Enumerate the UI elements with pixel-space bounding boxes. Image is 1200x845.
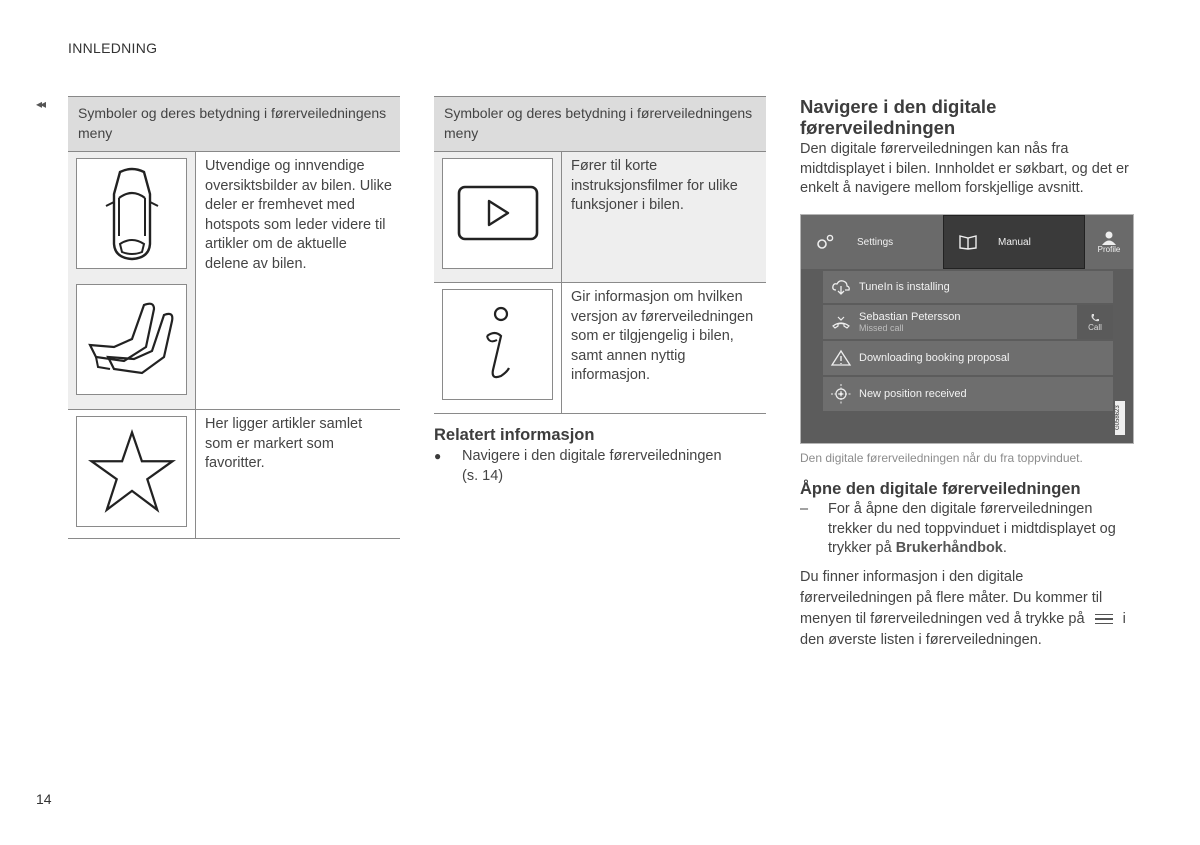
image-code: G058623 [1115, 401, 1125, 435]
section-title: INNLEDNING [68, 40, 158, 56]
table-row [434, 152, 766, 283]
compass-icon [823, 383, 859, 405]
menu-icon [1095, 611, 1113, 628]
list-item[interactable]: Downloading booking proposal [823, 341, 1113, 375]
page-ref: (s. 14) [462, 467, 504, 484]
list-item[interactable]: TuneIn is installing [823, 271, 1113, 303]
intro-text: Den digitale førerveiledningen kan nås fra midtdisplayet i bilen. Innholdet er søkbart, og det er enkelt å navigere mellom forskjellige avsnitt. [800, 141, 1129, 196]
car-overview-icon [76, 158, 187, 269]
row-description: Her ligger artikler samlet som er markert som favoritter. [205, 416, 363, 471]
profile-icon [1101, 231, 1117, 245]
gear-icon [815, 233, 835, 251]
related-link[interactable]: Navigere i den digitale førerveiledningen [462, 448, 722, 464]
seats-icon [76, 284, 187, 395]
tab-settings[interactable]: Settings [801, 215, 943, 269]
symbol-table-left [68, 96, 400, 539]
instruction-step: – For å åpne den digitale førerveiledningen trekker du ned toppvinduet i midtdisplayet og trykker på Brukerhåndbok. [800, 501, 1116, 556]
row-description: Gir informasjon om hvilken versjon av førerveiledningen som er tilgjengelig i bilen, samt annen nyttig informasjon. [571, 289, 754, 383]
row-description: Fører til korte instruksjonsfilmer for ulike funksjoner i bilen. [571, 158, 738, 213]
back-arrows-icon[interactable]: ◂◂ [36, 97, 45, 111]
figure-caption: Den digitale førerveiledningen når du fra toppvinduet. [800, 451, 1083, 465]
play-icon [442, 158, 553, 269]
missed-call-icon [823, 314, 859, 330]
cloud-download-icon [823, 279, 859, 295]
related-title: Relatert informasjon [434, 426, 595, 444]
phone-icon [1090, 313, 1100, 323]
tab-profile[interactable]: Profile [1085, 215, 1133, 269]
section-subtitle: Åpne den digitale førerveiledningen [800, 480, 1081, 498]
table-header: Symboler og deres betydning i førerveiledningens meny [434, 96, 766, 152]
top-tab-bar [801, 215, 1133, 269]
manual-button-label: Brukerhåndbok [895, 540, 1003, 556]
table-row [68, 152, 400, 410]
list-item[interactable]: New position received [823, 377, 1113, 411]
warning-icon [823, 349, 859, 367]
bullet-icon: ● [434, 449, 442, 463]
table-row [434, 283, 766, 414]
page-title: Navigere i den digitale førerveiledningen [800, 96, 997, 138]
page-number: 14 [36, 791, 52, 807]
symbol-table-middle [434, 96, 766, 486]
list-item[interactable] [434, 447, 766, 486]
table-header: Symboler og deres betydning i førerveiledningens meny [68, 96, 400, 152]
table-row [68, 410, 400, 539]
notification-list [823, 271, 1113, 413]
tab-manual[interactable]: Manual [943, 215, 1085, 269]
info-icon [442, 289, 553, 400]
call-button[interactable]: Call [1077, 305, 1113, 339]
related-info [434, 426, 766, 486]
center-display-screenshot [800, 214, 1134, 444]
star-icon [76, 416, 187, 527]
navigation-paragraph: Du finner informasjon i den digitale førerveiledningen på flere måter. Du kommer til menyen til førerveiledningen ved å trykke på i den øverste listen i førerveiledningen. [800, 569, 1126, 648]
book-icon [958, 234, 978, 250]
list-item[interactable]: Sebastian Petersson Missed call Call [823, 305, 1113, 339]
row-description: Utvendige og innvendige oversiktsbilder av bilen. Ulike deler er fremhevet med hotspots som leder videre til artikler om de aktuelle delene av bilen. [196, 152, 400, 409]
